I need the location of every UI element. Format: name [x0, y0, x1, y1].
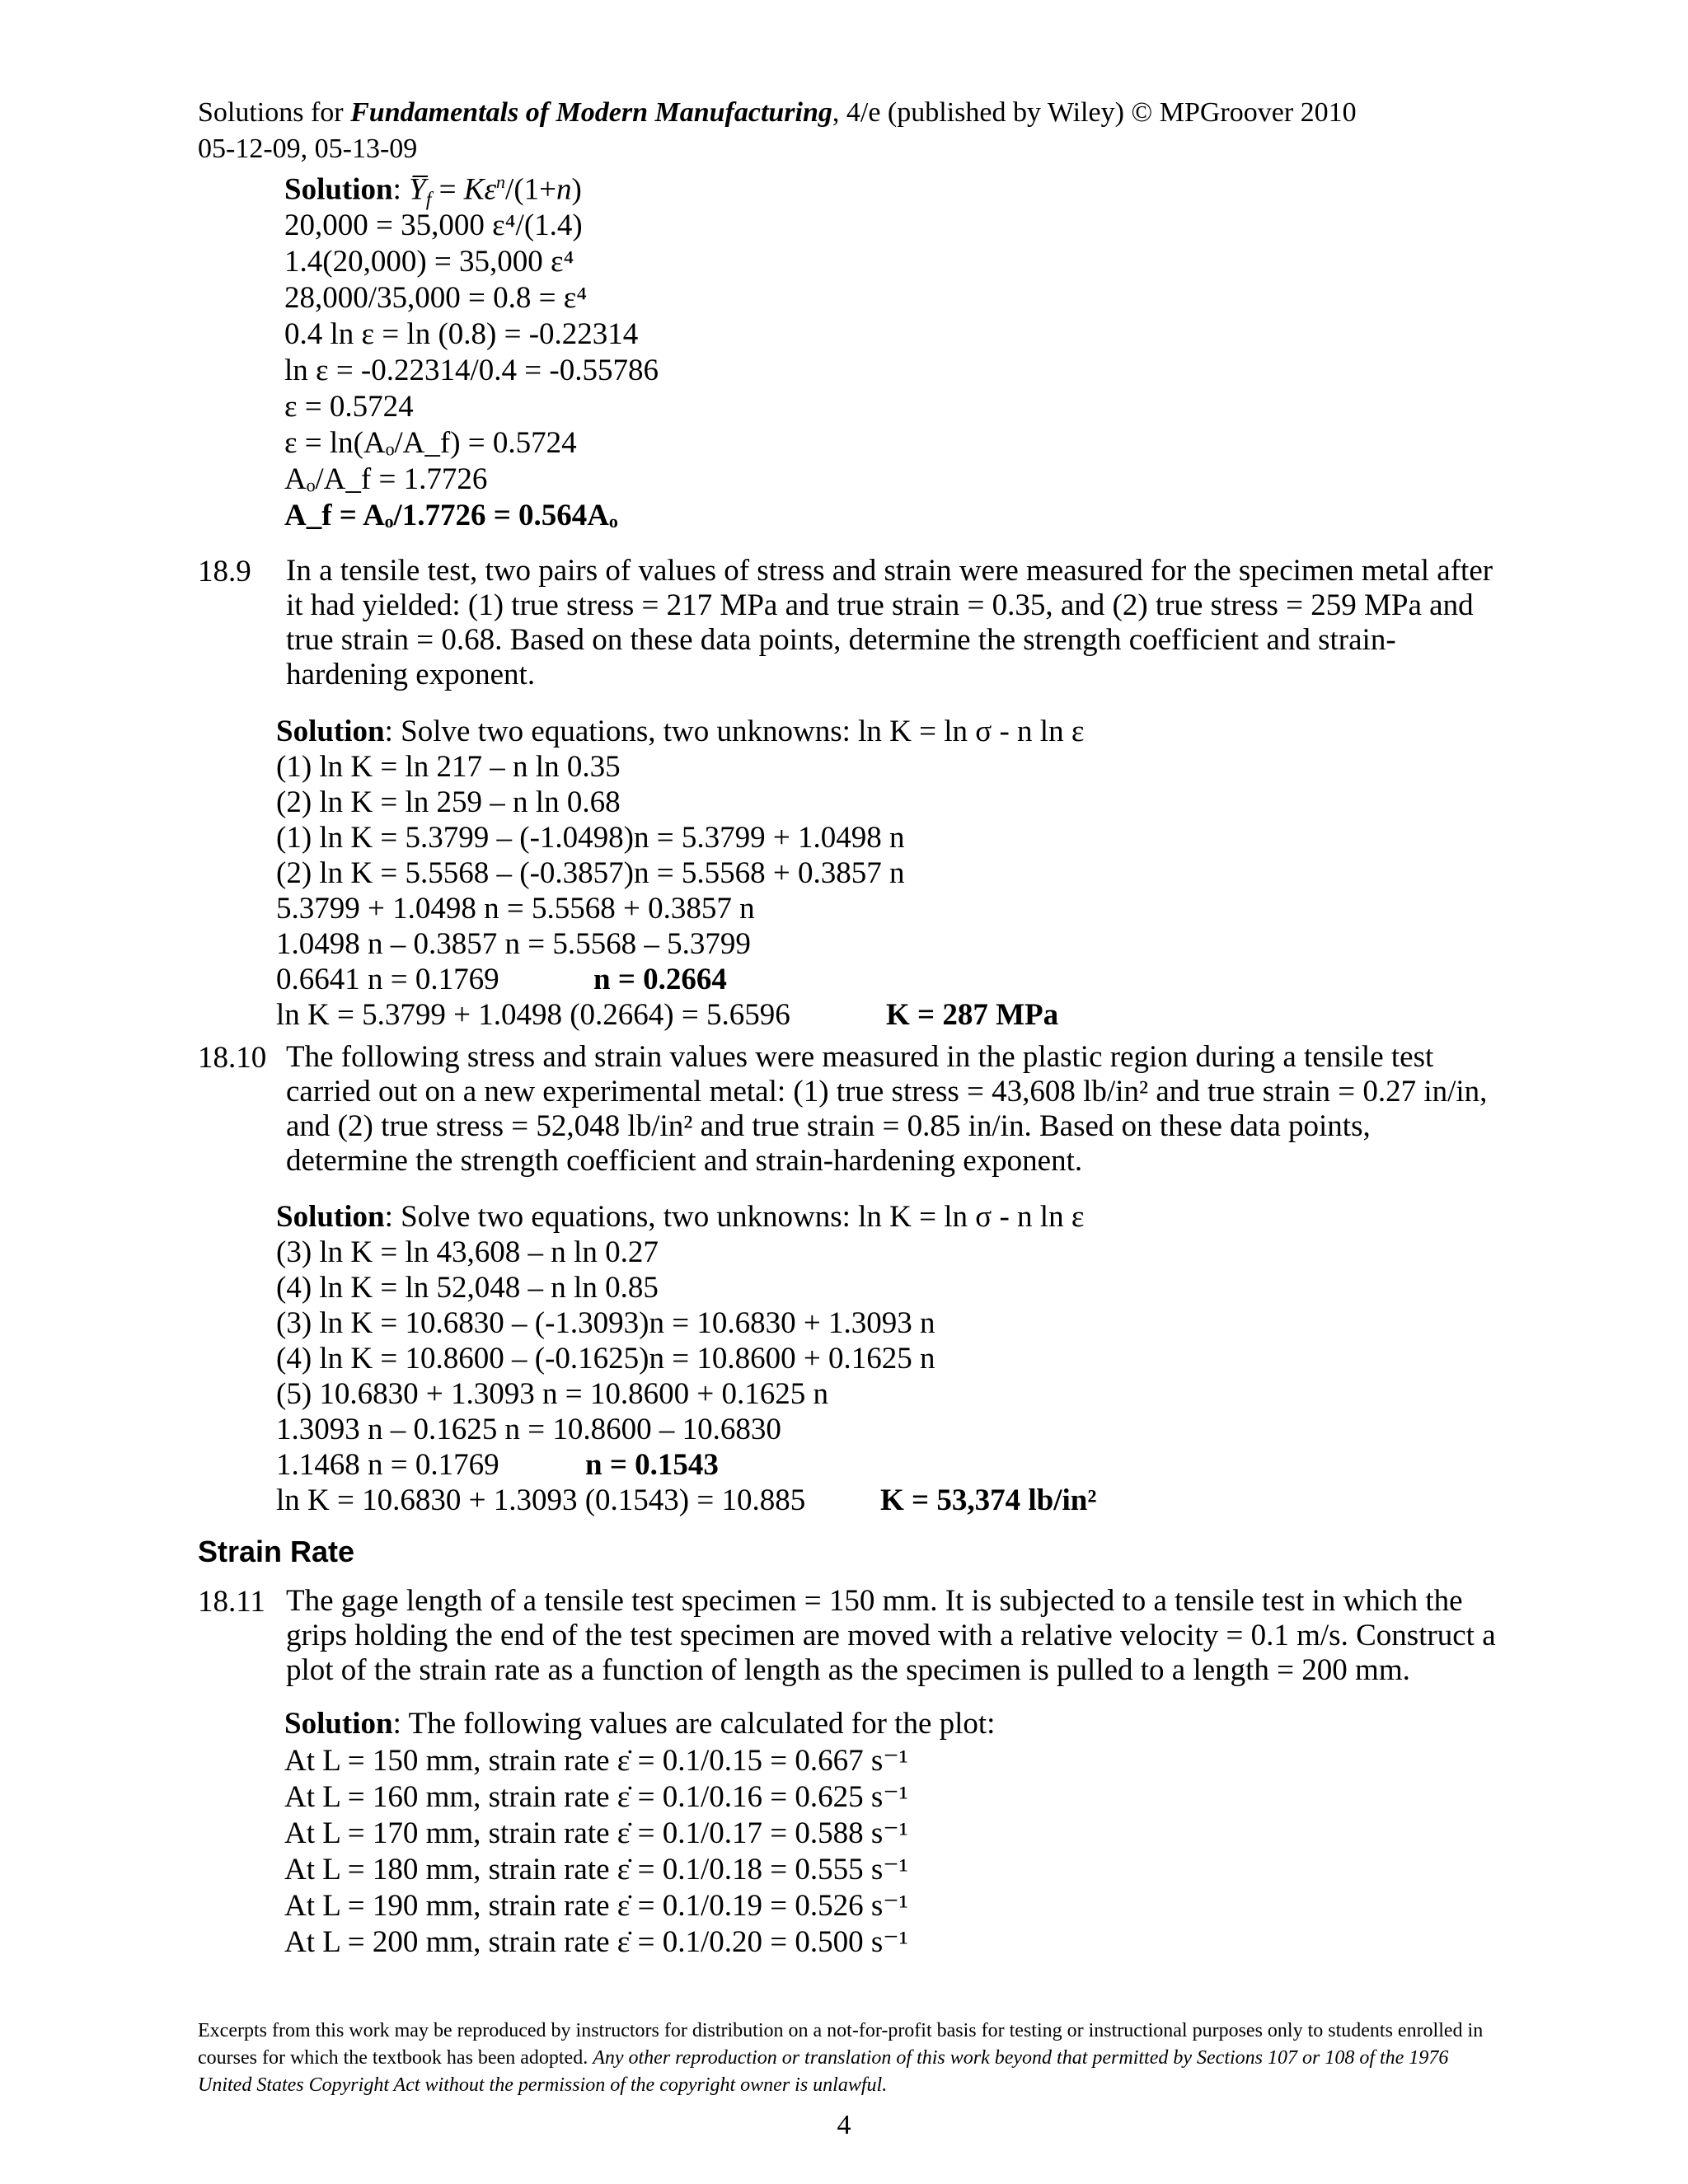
sol8-answer: A_f = Aₒ/1.7726 = 0.564Aₒ: [284, 499, 618, 532]
p10-answer-n: n = 0.1543: [585, 1448, 719, 1482]
p10-answer-k: K = 53,374 lb/in²: [880, 1483, 1097, 1517]
copyright-footer: [198, 2018, 1484, 2099]
p9-answer-n: n = 0.2664: [593, 963, 727, 996]
p9-line: ln K = 5.3799 + 1.0498 (0.2664) = 5.6596: [276, 998, 790, 1032]
sol8-line: ε = ln(Aₒ/A_f) = 0.5724: [284, 426, 577, 460]
sol8-line: 28,000/35,000 = 0.8 = ε⁴: [284, 281, 588, 315]
p10-line: (5) 10.6830 + 1.3093 n = 10.8600 + 0.1625 n: [276, 1377, 828, 1411]
section-heading: Strain Rate: [198, 1535, 355, 1568]
problem-number: 18.10: [198, 1041, 267, 1075]
problem-number: 18.9: [198, 555, 251, 588]
problem-text: The following stress and strain values were measured in the plastic region during a tensile test carried out on a new experimental metal: (1) true stress = 43,608 lb/in² and true strain = 0.27 in/in, and (2) true stress = 52,048 lb/in² and true strain = 0.85 in/in. Based on these data points, determine the strength coefficient and strain-hardening exponent.: [286, 1040, 1488, 1178]
book-title: Fundamentals of Modern Manufacturing: [350, 97, 832, 128]
sol8-line: ln ε = -0.22314/0.4 = -0.55786: [284, 354, 659, 387]
p9-line: 1.0498 n – 0.3857 n = 5.5568 – 5.3799: [276, 927, 751, 961]
p11-line: At L = 160 mm, strain rate ε̇ = 0.1/0.16 = 0.625 s⁻¹: [284, 1780, 908, 1814]
p10-line: (4) ln K = ln 52,048 – n ln 0.85: [276, 1271, 659, 1305]
p10-line: 1.1468 n = 0.1769: [276, 1448, 499, 1482]
p10-solution-intro: Solution: Solve two equations, two unknowns: ln K = ln σ - n ln ε: [276, 1200, 1085, 1234]
page-header: [198, 95, 1357, 167]
p10-line: ln K = 10.6830 + 1.3093 (0.1543) = 10.885: [276, 1483, 806, 1517]
p9-line: (2) ln K = 5.5568 – (-0.3857)n = 5.5568 + 0.3857 n: [276, 856, 905, 890]
p9-line: 0.6641 n = 0.1769: [276, 963, 499, 996]
page-number: 4: [837, 2110, 851, 2140]
footer-notice: Excerpts from this work may be reproduced by instructors for distribution on a not-for-profit basis for testing or instructional purposes only to students enrolled in courses for which the textbook has been adopted.: [198, 2020, 1484, 2069]
p9-line: (2) ln K = ln 259 – n ln 0.68: [276, 785, 621, 819]
sol8-line: 1.4(20,000) = 35,000 ε⁴: [284, 245, 574, 279]
p10-line: (4) ln K = 10.8600 – (-0.1625)n = 10.8600 + 0.1625 n: [276, 1342, 935, 1376]
footer-legal: Any other reproduction or translation of this work beyond that permitted by Sections 107 or 108 of the 1976 United States Copyright Act without the permission of the copyright owner is unlawful.: [198, 2047, 1449, 2096]
sol8-line: 20,000 = 35,000 ε⁴/(1.4): [284, 209, 583, 242]
problem-number: 18.11: [198, 1585, 265, 1619]
p11-line: At L = 190 mm, strain rate ε̇ = 0.1/0.19 = 0.526 s⁻¹: [284, 1889, 908, 1923]
p9-line: (1) ln K = ln 217 – n ln 0.35: [276, 750, 621, 784]
header-dates: 05-12-09, 05-13-09: [198, 134, 418, 164]
header-line-1: Solutions for Fundamentals of Modern Manufacturing, 4/e (published by Wiley) © MPGroover 2010: [198, 97, 1357, 128]
p9-answer-k: K = 287 MPa: [886, 998, 1059, 1032]
p9-solution-intro: Solution: Solve two equations, two unknowns: ln K = ln σ - n ln ε: [276, 715, 1085, 748]
p9-line: (1) ln K = 5.3799 – (-1.0498)n = 5.3799 + 1.0498 n: [276, 821, 905, 855]
problem-text: In a tensile test, two pairs of values of stress and strain were measured for the specimen metal after it had yielded: (1) true stress = 217 MPa and true strain = 0.35, and (2) true stress = 259 MPa and true strain = 0.68. Based on these data points, determine the strength coefficient and strain-hardening exponent.: [286, 554, 1493, 691]
p10-line: (3) ln K = 10.6830 – (-1.3093)n = 10.6830 + 1.3093 n: [276, 1306, 935, 1340]
sol8-line: Aₒ/A_f = 1.7726: [284, 462, 488, 496]
sol8-formula: Solution: $Y̅_f = K\varepsilon^n/(1+n)$: [284, 171, 582, 211]
p11-line: At L = 150 mm, strain rate ε̇ = 0.1/0.15 = 0.667 s⁻¹: [284, 1744, 908, 1778]
p10-line: 1.3093 n – 0.1625 n = 10.8600 – 10.6830: [276, 1413, 781, 1446]
problem-text: The gage length of a tensile test specimen = 150 mm. It is subjected to a tensile test in which the grips holding the end of the test specimen are moved with a relative velocity = 0.1 m/s. Construct a plot of the strain rate as a function of length as the specimen is pulled to a length = 200 mm.: [286, 1584, 1496, 1687]
p10-line: (3) ln K = ln 43,608 – n ln 0.27: [276, 1235, 659, 1269]
sol8-line: ε = 0.5724: [284, 390, 414, 424]
p11-line: At L = 180 mm, strain rate ε̇ = 0.1/0.18 = 0.555 s⁻¹: [284, 1853, 908, 1886]
p11-line: At L = 200 mm, strain rate ε̇ = 0.1/0.20 = 0.500 s⁻¹: [284, 1925, 908, 1959]
p9-line: 5.3799 + 1.0498 n = 5.5568 + 0.3857 n: [276, 892, 755, 926]
p11-line: At L = 170 mm, strain rate ε̇ = 0.1/0.17 = 0.588 s⁻¹: [284, 1816, 908, 1850]
sol8-line: 0.4 ln ε = ln (0.8) = -0.22314: [284, 317, 639, 351]
p11-solution-intro: Solution: The following values are calculated for the plot:: [284, 1707, 996, 1741]
